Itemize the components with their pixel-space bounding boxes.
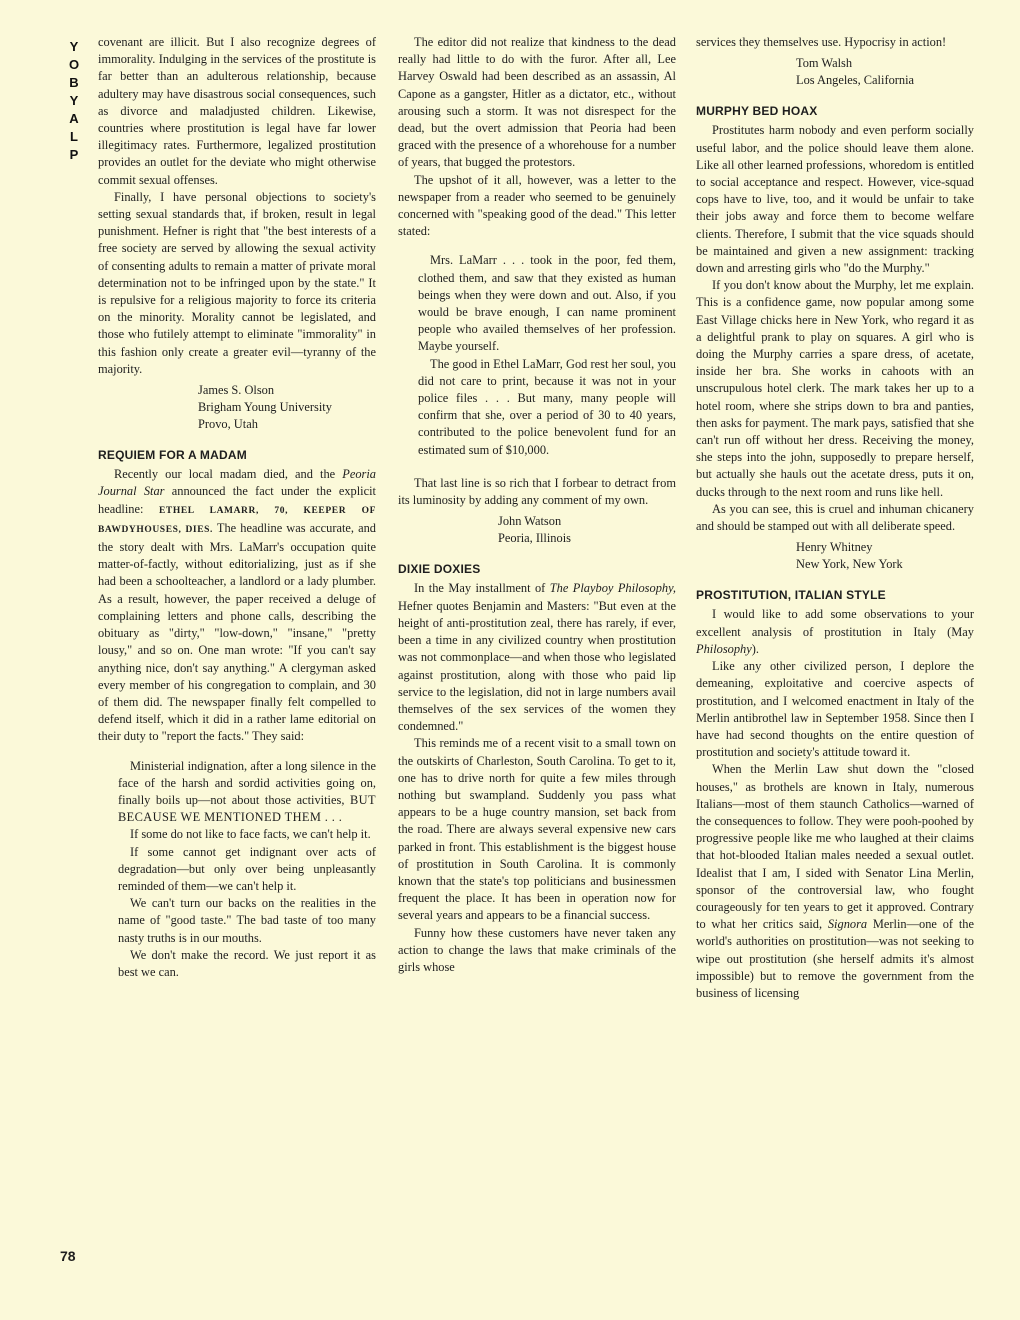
text-run: ). [751, 641, 759, 656]
signature-place: New York, New York [796, 557, 903, 572]
quote-paragraph: We can't turn our backs on the realities in the name of "good taste." The bad taste of too many nasty truths is in our mouths. [118, 896, 376, 945]
masthead-letter: A [69, 111, 79, 126]
signature-name: John Watson [498, 514, 562, 529]
letter-paragraph [696, 761, 974, 1002]
section-heading: MURPHY BED HOAX [696, 104, 818, 119]
letter-signature [696, 539, 974, 573]
text-run: announced the fact under the explicit headline: [98, 484, 376, 516]
text-run: Hefner quotes Benjamin and Masters: "But even at the height of anti-prostitution zeal, there has rarely, if ever, been a time in any civilized country when prostitution was not commonplace—and when those who legislated against prostitution, along with those who paid lip service to the legislation, did not in large numbers avail themselves of the sex services of the women they condemned." [398, 598, 676, 734]
signature-affiliation: Brigham Young University [198, 400, 332, 415]
quote-paragraph: We don't make the record. We just report it as best we can. [118, 947, 376, 979]
letter-paragraph: This reminds me of a recent visit to a small town on the outskirts of Charleston, South Carolina. To get to it, one has to drive north for quite a few miles through nothing but swampland. Suddenly you pass what appears to be a huge country mansion, set back from the road. There are always several expensive new cars parked in front. This establishment is the biggest house of prostitution in South Carolina. It is commonly known that the state's top politicians and businessmen frequent the place. It has been in operation now for several years and appears to be a financial success. [398, 736, 676, 923]
masthead-letter: B [69, 75, 79, 90]
letter-paragraph: Funny how these customers have never taken any action to change the laws that make criminals of the girls whose [398, 925, 676, 974]
letter-paragraph: The upshot of it all, however, was a letter to the newspaper from a reader who seemed to be genuinely concerned with "speaking good of the dead." This letter stated: [398, 172, 676, 239]
letter-paragraph [98, 466, 376, 745]
signature-place: Peoria, Illinois [498, 531, 571, 546]
signature-name: Tom Walsh [796, 56, 853, 71]
signature-place: Provo, Utah [198, 417, 258, 432]
magazine-masthead-vertical [66, 38, 82, 164]
letter-paragraph: Like any other civilized person, I deplore the demeaning, exploitative and coercive aspects of prostitution, and I welcomed enactment in Italy of the Merlin antibrothel law in September 1958. Since then I have had second thoughts on the entire question of prostitution and society's attitude toward it. [696, 659, 974, 760]
quote-paragraph: If some cannot get indignant over acts of degradation—but only over being unpleasantly reminded of them—we can't help it. [118, 844, 376, 893]
text-run: Ministerial indignation, after a long silence in the face of the harsh and sordid activities going on, finally boils up—not about those activities, [118, 758, 376, 807]
signature-name: James S. Olson [198, 383, 275, 398]
masthead-letter: P [69, 147, 79, 162]
quoted-editorial [118, 758, 376, 982]
quote-paragraph: If some do not like to face facts, we can't help it. [130, 827, 371, 842]
publication-title: Philosophy [696, 641, 752, 656]
column-right [696, 34, 974, 1002]
letter-signature [398, 513, 676, 547]
quote-paragraph [118, 758, 376, 827]
letter-signature [98, 382, 376, 433]
quote-paragraph: Mrs. LaMarr . . . took in the poor, fed them, clothed them, and saw that they existed as human beings when they were down and out. Also, if you would be brave enough, I can name prominent people who availed themselves of her profession. Maybe yourself. [418, 253, 676, 354]
text-run: Merlin—one of the world's authorities on prostitution—was not seeking to wipe out prostitution (she herself admits it's almost impossible) but to remove the government from the business of licensing [696, 917, 974, 1000]
masthead-letter: Y [69, 39, 79, 54]
headline-quote: ETHEL LAMARR, 70, KEEPER OF BAWDYHOUSES, DIES. [98, 505, 376, 535]
letter-paragraph: As you can see, this is cruel and inhuman chicanery and should be stamped out with all deliberate speed. [696, 501, 974, 534]
letter-paragraph: Prostitutes harm nobody and even perform socially useful labor, and the police should leave them alone. Like all other learned professions, whoredom is entitled to social acceptance and respect. However, vice-squad cops have to live, too, and it would be unfair to take their jobs away and force them to become welfare clients. Therefore, I submit that the vice squads should be maintained and given a new assignment: tracking down and arresting girls who "do the Murphy." [696, 123, 974, 276]
section-heading: REQUIEM FOR A MADAM [98, 448, 247, 463]
masthead-letter: Y [69, 93, 79, 108]
letter-paragraph: covenant are illicit. But I also recognize degrees of immorality. Indulging in the services of the prostitute is far better than an adulterous relationship, because adultery may have disastrous social consequences, such as divorce and maladjusted children. Likewise, countries where prostitution is legal have far lower illegitimacy rates. Furthermore, legalized prostitution provides an outlet for the deviate who might otherwise commit sexual offenses. [98, 35, 376, 187]
letter-paragraph: That last line is so rich that I forbear to detract from its luminosity by adding any comment of my own. [398, 475, 676, 508]
letter-paragraph [696, 606, 974, 658]
column-left [98, 34, 376, 985]
text-run: When the Merlin Law shut down the "closed houses," as brothels are known in Italy, numerous Italians—most of them staunch Catholics—warned of the consequences to follow. They were pooh-poohed by progressive people like me who laughed at their claims that hot-blooded Italian males needed a sexual outlet. Idealist that I am, I sided with Senator Lina Merlin, sponsor of the controversial law, who fought courageously for ten years to get it approved. Contrary to what her critics said, [696, 762, 974, 932]
text-run: In the May installment of [414, 581, 546, 596]
masthead-letter: O [68, 57, 80, 72]
letter-signature [696, 55, 974, 89]
text-run: Recently our local madam died, and the [114, 467, 336, 482]
letter-paragraph: Finally, I have personal objections to society's setting sexual standards that, if broken, result in legal punishment. Hefner is right that "the best interests of a free society are served by allowing the sexual activity of consenting adults to remain a matter of private moral determination not to be infringed upon by the state." It is repulsive for a religious majority to force its criteria on the minority. Morality cannot be legislated, and those who futilely attempt to eliminate "immorality" in this fashion only create a greater evil—tyranny of the majority. [98, 189, 376, 376]
quoted-letter [418, 252, 676, 458]
text-run: The headline was accurate, and the story dealt with Mrs. LaMarr's occupation quite matter-of-factly, without editorializing, just as if she had been a schoolteacher, a landlord or a lady plumber. As a result, however, the paper received a deluge of complaining letters and phone calls, describing the obituary as "dirty," "low-down," "insane," "pretty lousy," and so on. One man wrote: "If you can't say anything nice, don't say anything." A clergyman asked every member of his congregation to complain, and 30 of them did. The newspaper finally felt compelled to defend itself, which it did in a rather lame editorial on their duty to "report the facts." They said: [98, 520, 377, 744]
column-middle [398, 34, 676, 976]
signature-name: Henry Whitney [796, 540, 873, 555]
letter-paragraph [398, 580, 676, 735]
section-heading: PROSTITUTION, ITALIAN STYLE [696, 588, 886, 603]
italic-word: Signora [827, 917, 868, 932]
signature-place: Los Angeles, California [796, 73, 915, 88]
masthead-letter: L [70, 129, 78, 144]
letter-paragraph: The editor did not realize that kindness to the dead really had little to do with the furor. After all, Lee Harvey Oswald had been described as an assassin, Al Capone as a gangster, Hitler as a dictator, etc., without arousing such a storm. It was not disrespect for the dead, but the overt admission that Peoria had been graced with the presence of a whorehouse for a number of years, that bugged the protestors. [398, 35, 676, 170]
emphasis-caps: BUT BECAUSE WE MENTIONED THEM . . . [118, 792, 376, 825]
letter-paragraph: services they themselves use. Hypocrisy in action! [696, 35, 947, 49]
publication-title: The Playboy Philosophy, [549, 581, 676, 596]
quote-paragraph: The good in Ethel LaMarr, God rest her soul, you did not care to print, because it was not in your police files . . . But many, many people will confirm that she, over a period of 30 to 40 years, contributed to the police benevolent fund for an estimated sum of $10,000. [418, 356, 676, 457]
letter-paragraph: If you don't know about the Murphy, let me explain. This is a confidence game, now popular among some East Village chicks here in New York, who regard it as a delightful prank to play on squares. A girl who is doing the Murphy carries a spare dress, of acetate, inside her bra. She works in cahoots with an unscrupulous hotel clerk. The mark takes her up to a hotel room, where she strips down to bra and panties, then asks for payment. The mark pays, satisfied that she can't run off without her dress. Receiving the money, she steps into the john, supposedly to prepare herself, but actually she hauls out the acetate dress, puts it on, ducks through to the next room and runs like hell. [696, 278, 974, 499]
page-number: 78 [60, 1248, 76, 1264]
section-heading: DIXIE DOXIES [398, 562, 481, 577]
text-run: I would like to add some observations to your excellent analysis of prostitution in Italy (May [696, 607, 974, 639]
newspaper-title: Peoria Journal Star [98, 467, 376, 499]
